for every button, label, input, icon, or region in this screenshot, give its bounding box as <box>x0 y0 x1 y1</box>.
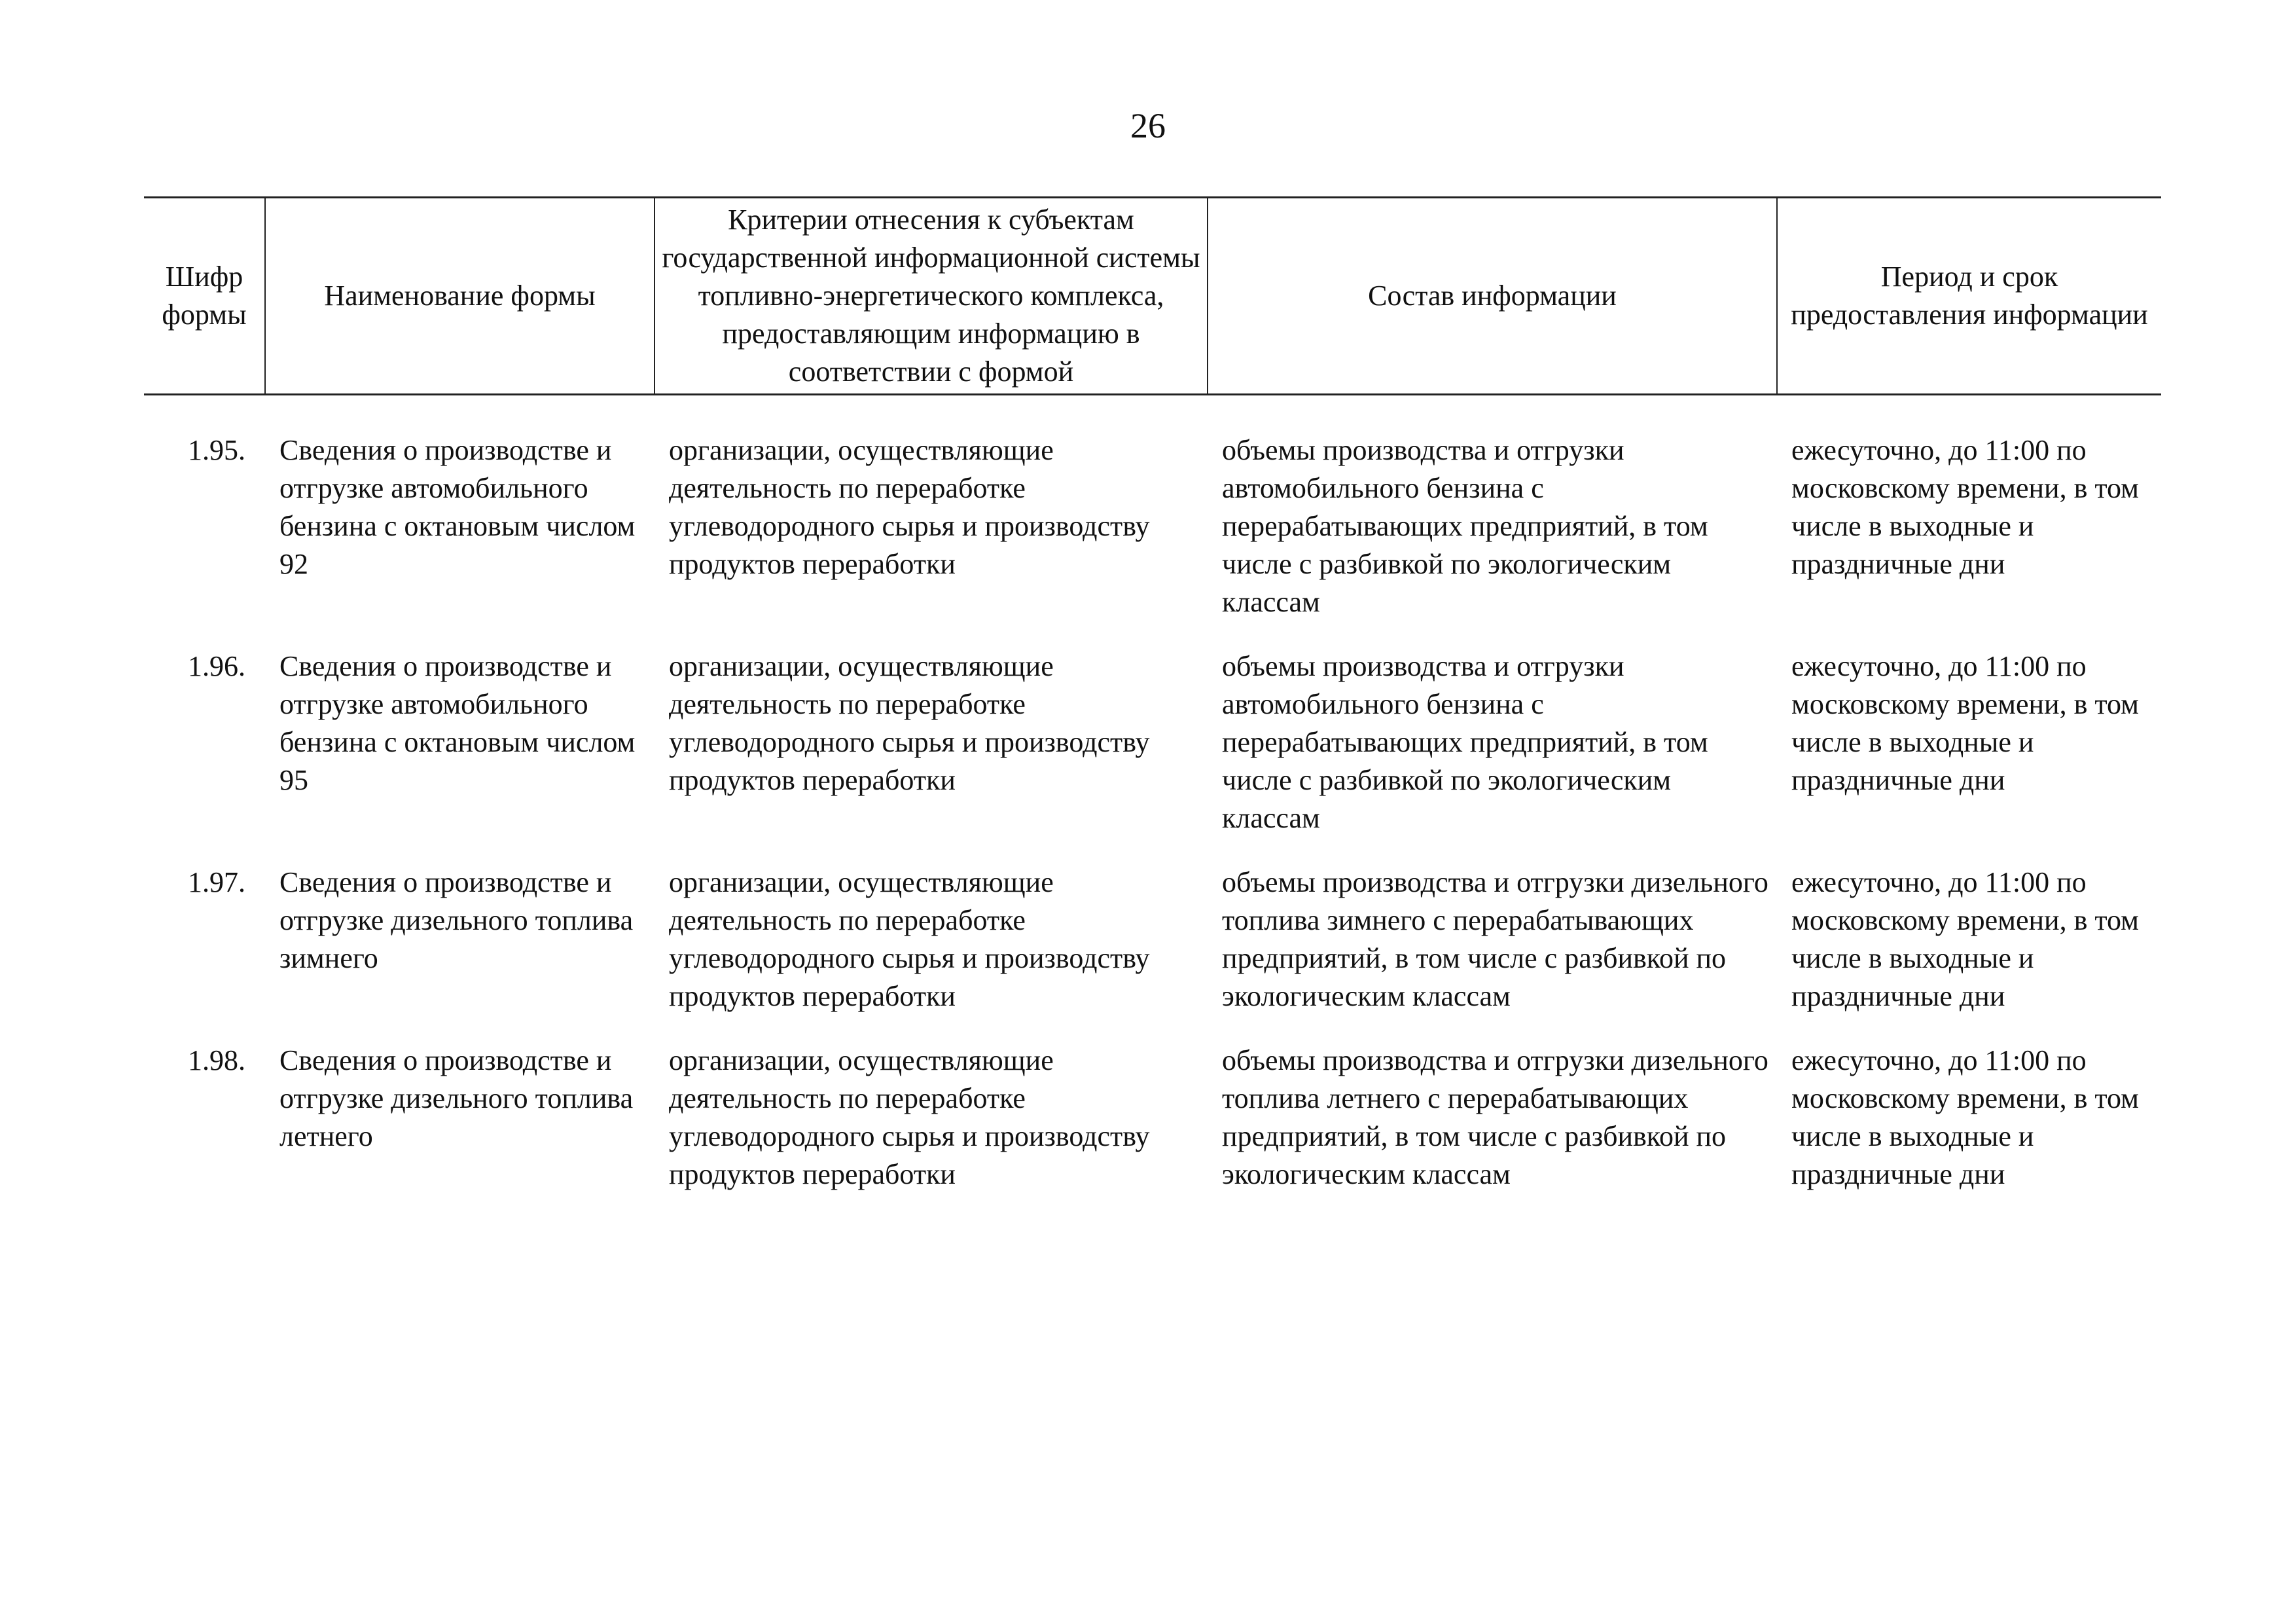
table-row <box>144 864 2161 1042</box>
page-number: 26 <box>1130 106 1166 145</box>
row-period: ежесуточно, до 11:00 по московскому времени, в том числе в выходные и праздничные дни <box>1791 1044 2140 1190</box>
header-content: Состав информации <box>1208 198 1777 395</box>
row-content: объемы производства и отгрузки автомобильного бензина с перерабатывающих предприятий, в том числе с разбивкой по экологическим классам <box>1222 650 1708 834</box>
row-criteria: организации, осуществляющие деятельность по переработке углеводородного сырья и производству продуктов переработки <box>669 866 1150 1012</box>
row-code: 1.98. <box>188 1044 245 1076</box>
forms-table-container <box>144 196 2161 1220</box>
row-name: Сведения о производстве и отгрузке дизельного топлива летнего <box>279 1044 634 1152</box>
row-code: 1.97. <box>188 866 245 898</box>
header-code: Шифр формы <box>144 198 265 395</box>
table-row <box>144 1042 2161 1220</box>
table-header-row <box>144 198 2161 395</box>
row-code: 1.96. <box>188 650 245 682</box>
header-period: Период и срок предоставления информации <box>1777 198 2161 395</box>
row-period: ежесуточно, до 11:00 по московскому времени, в том числе в выходные и праздничные дни <box>1791 650 2140 796</box>
row-criteria: организации, осуществляющие деятельность по переработке углеводородного сырья и производству продуктов переработки <box>669 434 1150 580</box>
header-name: Наименование формы <box>265 198 655 395</box>
row-criteria: организации, осуществляющие деятельность по переработке углеводородного сырья и производству продуктов переработки <box>669 650 1150 796</box>
row-name: Сведения о производстве и отгрузке автомобильного бензина с октановым числом 95 <box>279 650 636 796</box>
row-content: объемы производства и отгрузки дизельного топлива летнего с перерабатывающих предприятий, в том числе с разбивкой по экологическим классам <box>1222 1044 1768 1190</box>
row-period: ежесуточно, до 11:00 по московскому времени, в том числе в выходные и праздничные дни <box>1791 434 2140 580</box>
row-criteria: организации, осуществляющие деятельность по переработке углеводородного сырья и производству продуктов переработки <box>669 1044 1150 1190</box>
row-content: объемы производства и отгрузки дизельного топлива зимнего с перерабатывающих предприятий, в том числе с разбивкой по экологическим классам <box>1222 866 1768 1012</box>
row-code: 1.95. <box>188 434 245 466</box>
row-name: Сведения о производстве и отгрузке дизельного топлива зимнего <box>279 866 634 974</box>
row-period: ежесуточно, до 11:00 по московскому времени, в том числе в выходные и праздничные дни <box>1791 866 2140 1012</box>
table-row <box>144 395 2161 648</box>
row-content: объемы производства и отгрузки автомобильного бензина с перерабатывающих предприятий, в том числе с разбивкой по экологическим классам <box>1222 434 1708 618</box>
row-name: Сведения о производстве и отгрузке автомобильного бензина с октановым числом 92 <box>279 434 636 580</box>
table-row <box>144 647 2161 864</box>
header-criteria: Критерии отнесения к субъектам государственной информационной системы топливно-энергетического комплекса, предоставляющим информацию в соответствии с формой <box>655 198 1208 395</box>
forms-table <box>144 196 2161 1220</box>
